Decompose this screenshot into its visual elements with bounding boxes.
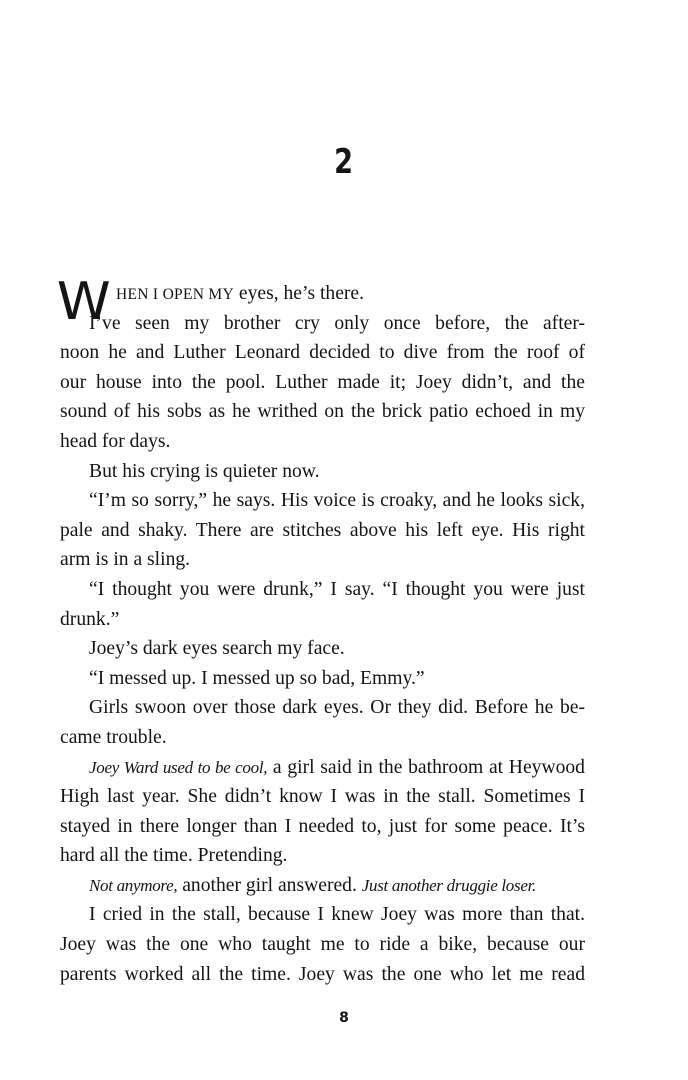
text-line: I cried in the stall, because I knew Joey was more than that. — [89, 904, 585, 926]
text-line: pale and shaky. There are stitches above his left eye. His right — [60, 519, 585, 541]
text-line: noon he and Luther Leonard decided to dive from the roof of — [60, 342, 585, 364]
text-line: Girls swoon over those dark eyes. Or they did. Before he be- — [89, 697, 585, 719]
page-number: 8 — [339, 1010, 349, 1026]
text-line: Joey’s dark eyes search my face. — [89, 638, 345, 660]
small-caps-lead-in: HEN I OPEN MY — [116, 286, 234, 303]
opening-line-rest: eyes, he’s there. — [234, 283, 365, 304]
text-line: came trouble. — [60, 726, 167, 748]
text-line: “I’m so sorry,” he says. His voice is croaky, and he looks sick, — [89, 490, 585, 512]
text-line: arm is in a sling. — [60, 549, 191, 571]
text-line: head for days. — [60, 430, 171, 452]
text-span: another girl answered. — [177, 874, 362, 896]
text-line: hard all the time. Pretending. — [60, 845, 288, 867]
text-line: Joey was the one who taught me to ride a bike, because our — [60, 934, 585, 956]
text-line: stayed in there longer than I needed to, just for some peace. It’s — [60, 815, 585, 837]
text-line: But his crying is quieter now. — [89, 460, 320, 482]
text-span: a girl said in the bathroom at Heywood — [267, 756, 585, 778]
text-line: our house into the pool. Luther made it; Joey didn’t, and the — [60, 371, 585, 393]
text-line: parents worked all the time. Joey was the one who let me read — [60, 963, 585, 985]
italic-quote: Not anymore, — [89, 875, 178, 895]
italic-quote: Joey Ward used to be cool, — [89, 757, 268, 777]
italic-quote: Just another druggie loser. — [361, 875, 536, 895]
text-line: I’ve seen my brother cry only once before, the after- — [89, 312, 585, 334]
text-line — [60, 753, 585, 783]
text-line: sound of his sobs as he writhed on the brick patio echoed in my — [60, 401, 585, 423]
chapter-body-text — [56, 272, 585, 989]
chapter-number: 2 — [334, 142, 354, 182]
drop-cap: W — [56, 272, 111, 332]
text-line: High last year. She didn’t know I was in the stall. Sometimes I — [60, 786, 585, 808]
text-line: “I thought you were drunk,” I say. “I thought you were just — [89, 578, 585, 600]
text-line: “I messed up. I messed up so bad, Emmy.” — [89, 667, 425, 689]
text-line: drunk.” — [60, 608, 120, 630]
text-line — [60, 871, 585, 901]
